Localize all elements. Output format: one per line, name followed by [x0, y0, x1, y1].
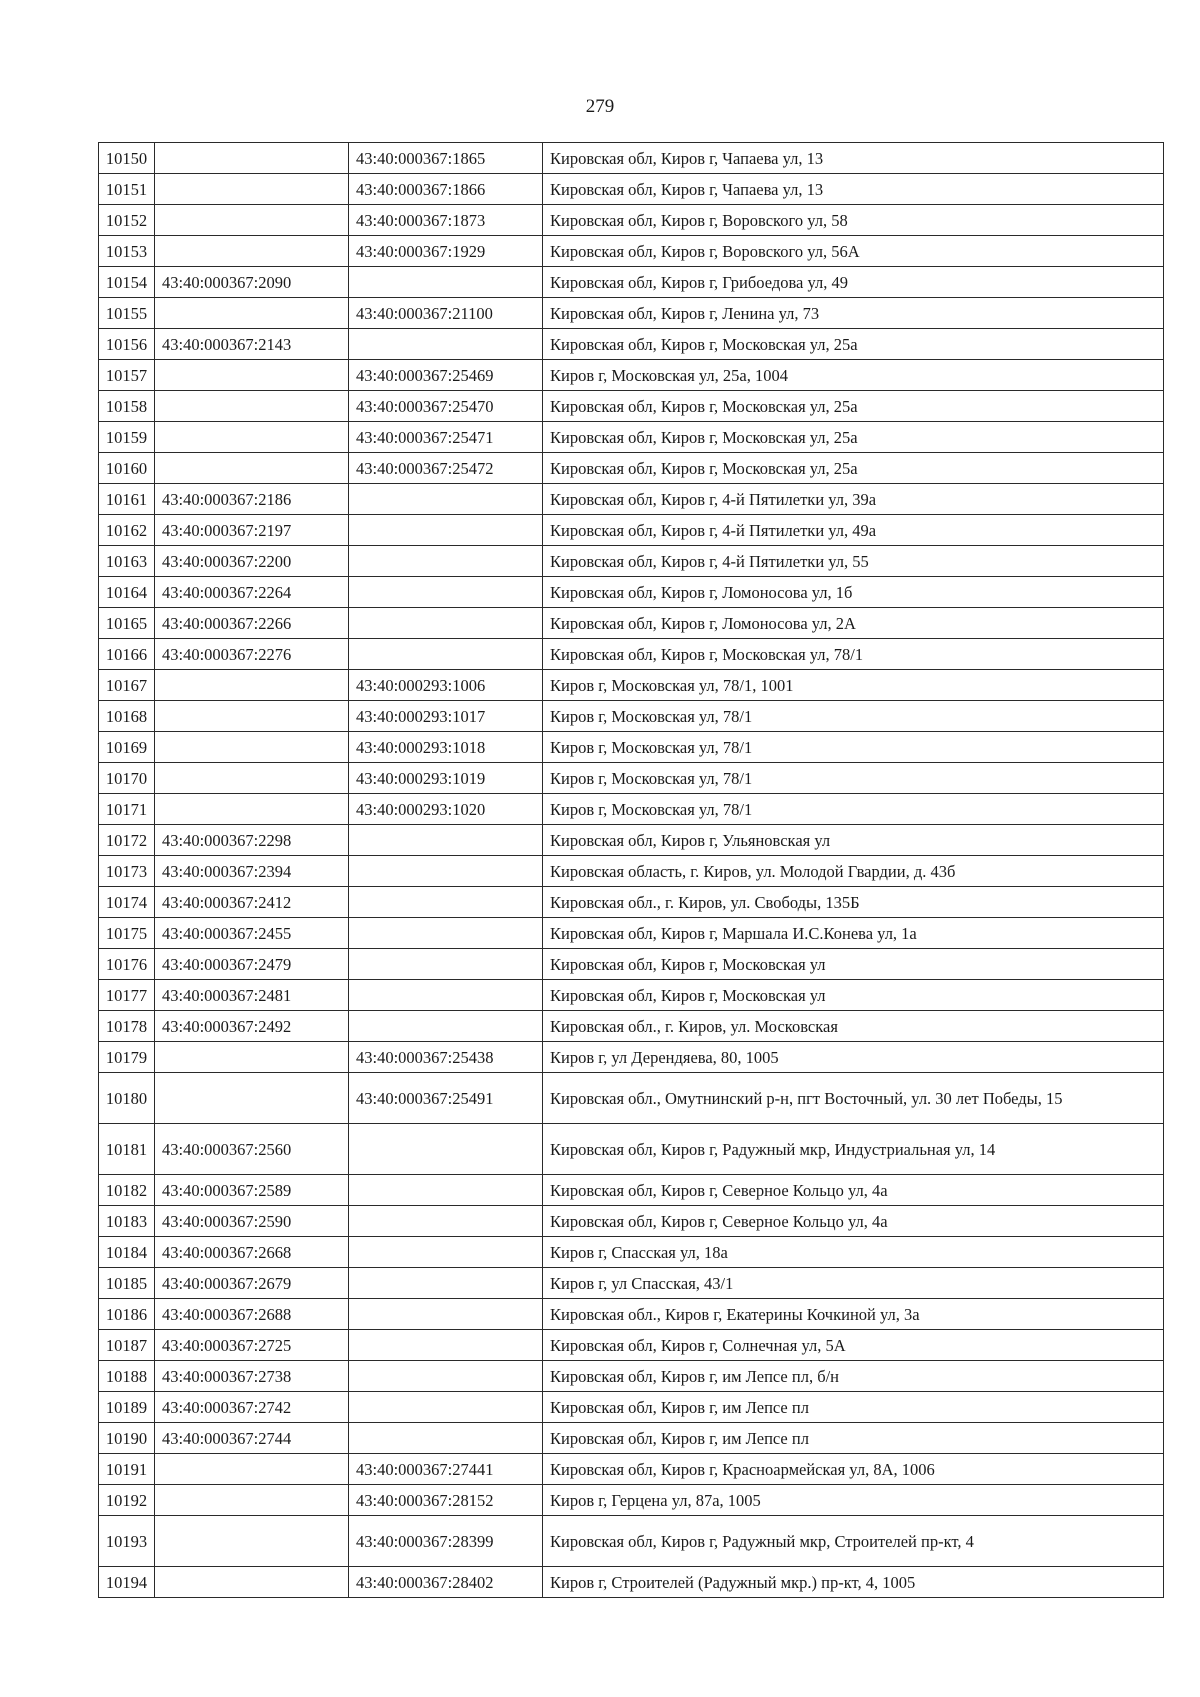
row-number-cell: 10189: [99, 1392, 155, 1423]
table-row: [99, 1392, 1164, 1423]
table-row: [99, 825, 1164, 856]
table-row: [99, 1330, 1164, 1361]
object-cadastral-number-cell: [349, 546, 543, 577]
row-number-cell: 10191: [99, 1454, 155, 1485]
row-number-cell: 10176: [99, 949, 155, 980]
table-row: [99, 1361, 1164, 1392]
cadastral-number-cell: [155, 1073, 349, 1124]
address-cell: Киров г, Московская ул, 78/1, 1001: [543, 670, 1164, 701]
row-number-cell: 10161: [99, 484, 155, 515]
address-cell: Кировская обл, Киров г, Чапаева ул, 13: [543, 174, 1164, 205]
address-cell: Кировская обл, Киров г, 4-й Пятилетки ул, 49а: [543, 515, 1164, 546]
address-cell: Кировская обл, Киров г, Северное Кольцо ул, 4а: [543, 1206, 1164, 1237]
cadastral-number-cell: 43:40:000367:2298: [155, 825, 349, 856]
object-cadastral-number-cell: 43:40:000367:21100: [349, 298, 543, 329]
address-cell: Кировская обл, Киров г, Радужный мкр, Строителей пр-кт, 4: [543, 1516, 1164, 1567]
address-cell: Кировская обл., Киров г, Екатерины Кочкиной ул, 3а: [543, 1299, 1164, 1330]
cadastral-number-cell: 43:40:000367:2481: [155, 980, 349, 1011]
object-cadastral-number-cell: 43:40:000367:1866: [349, 174, 543, 205]
object-cadastral-number-cell: [349, 515, 543, 546]
cadastral-number-cell: 43:40:000367:2264: [155, 577, 349, 608]
row-number-cell: 10157: [99, 360, 155, 391]
cadastral-number-cell: [155, 453, 349, 484]
table-row: [99, 1485, 1164, 1516]
address-cell: Кировская обл, Киров г, Ульяновская ул: [543, 825, 1164, 856]
object-cadastral-number-cell: [349, 267, 543, 298]
table-row: [99, 1237, 1164, 1268]
object-cadastral-number-cell: [349, 887, 543, 918]
row-number-cell: 10170: [99, 763, 155, 794]
row-number-cell: 10169: [99, 732, 155, 763]
cadastral-number-cell: [155, 360, 349, 391]
table-row: [99, 1454, 1164, 1485]
row-number-cell: 10156: [99, 329, 155, 360]
address-cell: Киров г, Московская ул, 78/1: [543, 732, 1164, 763]
address-cell: Кировская обл, Киров г, им Лепсе пл: [543, 1423, 1164, 1454]
address-cell: Кировская обл, Киров г, им Лепсе пл, б/н: [543, 1361, 1164, 1392]
object-cadastral-number-cell: [349, 1392, 543, 1423]
row-number-cell: 10183: [99, 1206, 155, 1237]
cadastral-number-cell: 43:40:000367:2266: [155, 608, 349, 639]
table-row: [99, 174, 1164, 205]
address-cell: Кировская обл, Киров г, Московская ул: [543, 949, 1164, 980]
address-cell: Киров г, ул Спасская, 43/1: [543, 1268, 1164, 1299]
cadastral-number-cell: 43:40:000367:2090: [155, 267, 349, 298]
table-row: [99, 670, 1164, 701]
table-row: [99, 422, 1164, 453]
address-cell: Кировская обл, Киров г, Московская ул, 25а: [543, 329, 1164, 360]
cadastral-number-cell: [155, 670, 349, 701]
row-number-cell: 10185: [99, 1268, 155, 1299]
row-number-cell: 10153: [99, 236, 155, 267]
object-cadastral-number-cell: [349, 825, 543, 856]
cadastral-number-cell: [155, 205, 349, 236]
object-cadastral-number-cell: 43:40:000367:1865: [349, 143, 543, 174]
object-cadastral-number-cell: [349, 1175, 543, 1206]
object-cadastral-number-cell: [349, 1237, 543, 1268]
row-number-cell: 10155: [99, 298, 155, 329]
address-cell: Киров г, Московская ул, 78/1: [543, 794, 1164, 825]
cadastral-number-cell: 43:40:000367:2200: [155, 546, 349, 577]
row-number-cell: 10172: [99, 825, 155, 856]
row-number-cell: 10160: [99, 453, 155, 484]
table-row: [99, 639, 1164, 670]
table-row: [99, 267, 1164, 298]
row-number-cell: 10182: [99, 1175, 155, 1206]
object-cadastral-number-cell: 43:40:000293:1017: [349, 701, 543, 732]
table-row: [99, 546, 1164, 577]
cadastral-number-cell: [155, 1516, 349, 1567]
row-number-cell: 10175: [99, 918, 155, 949]
object-cadastral-number-cell: 43:40:000367:25491: [349, 1073, 543, 1124]
table-row: [99, 732, 1164, 763]
cadastral-number-cell: [155, 794, 349, 825]
address-cell: Кировская обл, Киров г, Грибоедова ул, 49: [543, 267, 1164, 298]
address-cell: Киров г, Московская ул, 25а, 1004: [543, 360, 1164, 391]
object-cadastral-number-cell: 43:40:000293:1019: [349, 763, 543, 794]
cadastral-number-cell: 43:40:000367:2744: [155, 1423, 349, 1454]
address-cell: Киров г, Строителей (Радужный мкр.) пр-кт, 4, 1005: [543, 1567, 1164, 1598]
row-number-cell: 10184: [99, 1237, 155, 1268]
address-cell: Кировская обл, Киров г, Солнечная ул, 5А: [543, 1330, 1164, 1361]
object-cadastral-number-cell: 43:40:000367:25469: [349, 360, 543, 391]
table-row: [99, 577, 1164, 608]
cadastral-number-cell: 43:40:000367:2197: [155, 515, 349, 546]
table-row: [99, 236, 1164, 267]
address-cell: Кировская обл, Киров г, Ломоносова ул, 2А: [543, 608, 1164, 639]
address-cell: Кировская обл, Киров г, Московская ул, 78/1: [543, 639, 1164, 670]
address-cell: Кировская обл, Киров г, Маршала И.С.Конева ул, 1а: [543, 918, 1164, 949]
cadastral-number-cell: 43:40:000367:2668: [155, 1237, 349, 1268]
object-cadastral-number-cell: [349, 1268, 543, 1299]
cadastral-number-cell: 43:40:000367:2589: [155, 1175, 349, 1206]
table-row: [99, 329, 1164, 360]
table-row: [99, 763, 1164, 794]
row-number-cell: 10178: [99, 1011, 155, 1042]
cadastral-number-cell: 43:40:000367:2560: [155, 1124, 349, 1175]
address-cell: Кировская обл, Киров г, Московская ул, 25а: [543, 453, 1164, 484]
row-number-cell: 10150: [99, 143, 155, 174]
row-number-cell: 10162: [99, 515, 155, 546]
cadastral-number-cell: 43:40:000367:2742: [155, 1392, 349, 1423]
object-cadastral-number-cell: 43:40:000293:1018: [349, 732, 543, 763]
address-cell: Кировская обл., г. Киров, ул. Свободы, 135Б: [543, 887, 1164, 918]
table-row: [99, 887, 1164, 918]
address-cell: Кировская обл, Киров г, 4-й Пятилетки ул, 55: [543, 546, 1164, 577]
cadastral-number-cell: [155, 1485, 349, 1516]
address-cell: Кировская обл, Киров г, Ленина ул, 73: [543, 298, 1164, 329]
address-cell: Кировская обл., г. Киров, ул. Московская: [543, 1011, 1164, 1042]
address-cell: Киров г, ул Дерендяева, 80, 1005: [543, 1042, 1164, 1073]
registry-table: [98, 142, 1164, 1598]
object-cadastral-number-cell: [349, 1299, 543, 1330]
cadastral-number-cell: 43:40:000367:2143: [155, 329, 349, 360]
row-number-cell: 10179: [99, 1042, 155, 1073]
address-cell: Киров г, Спасская ул, 18а: [543, 1237, 1164, 1268]
object-cadastral-number-cell: 43:40:000367:28152: [349, 1485, 543, 1516]
object-cadastral-number-cell: [349, 918, 543, 949]
cadastral-number-cell: 43:40:000367:2590: [155, 1206, 349, 1237]
object-cadastral-number-cell: [349, 639, 543, 670]
object-cadastral-number-cell: 43:40:000367:25438: [349, 1042, 543, 1073]
object-cadastral-number-cell: 43:40:000367:27441: [349, 1454, 543, 1485]
row-number-cell: 10159: [99, 422, 155, 453]
object-cadastral-number-cell: 43:40:000367:1929: [349, 236, 543, 267]
cadastral-number-cell: [155, 732, 349, 763]
cadastral-number-cell: [155, 422, 349, 453]
cadastral-number-cell: 43:40:000367:2412: [155, 887, 349, 918]
row-number-cell: 10165: [99, 608, 155, 639]
cadastral-number-cell: [155, 391, 349, 422]
address-cell: Кировская обл, Киров г, Воровского ул, 58: [543, 205, 1164, 236]
table-row: [99, 608, 1164, 639]
object-cadastral-number-cell: 43:40:000293:1006: [349, 670, 543, 701]
table-row: [99, 1175, 1164, 1206]
object-cadastral-number-cell: [349, 484, 543, 515]
table-row: [99, 701, 1164, 732]
row-number-cell: 10151: [99, 174, 155, 205]
page-number: 279: [585, 96, 615, 117]
cadastral-number-cell: [155, 298, 349, 329]
row-number-cell: 10180: [99, 1073, 155, 1124]
cadastral-number-cell: 43:40:000367:2725: [155, 1330, 349, 1361]
table-row: [99, 391, 1164, 422]
table-row: [99, 1268, 1164, 1299]
object-cadastral-number-cell: 43:40:000367:1873: [349, 205, 543, 236]
object-cadastral-number-cell: [349, 949, 543, 980]
address-cell: Киров г, Герцена ул, 87а, 1005: [543, 1485, 1164, 1516]
table-row: [99, 515, 1164, 546]
object-cadastral-number-cell: [349, 1361, 543, 1392]
cadastral-number-cell: 43:40:000367:2479: [155, 949, 349, 980]
row-number-cell: 10171: [99, 794, 155, 825]
cadastral-number-cell: 43:40:000367:2688: [155, 1299, 349, 1330]
row-number-cell: 10177: [99, 980, 155, 1011]
address-cell: Кировская обл, Киров г, Красноармейская ул, 8А, 1006: [543, 1454, 1164, 1485]
row-number-cell: 10167: [99, 670, 155, 701]
object-cadastral-number-cell: [349, 1423, 543, 1454]
row-number-cell: 10193: [99, 1516, 155, 1567]
address-cell: Кировская обл, Киров г, Ломоносова ул, 1б: [543, 577, 1164, 608]
table-row: [99, 143, 1164, 174]
table-row: [99, 918, 1164, 949]
row-number-cell: 10173: [99, 856, 155, 887]
cadastral-number-cell: [155, 236, 349, 267]
table-row: [99, 484, 1164, 515]
object-cadastral-number-cell: [349, 577, 543, 608]
row-number-cell: 10166: [99, 639, 155, 670]
row-number-cell: 10188: [99, 1361, 155, 1392]
object-cadastral-number-cell: [349, 608, 543, 639]
table-row: [99, 298, 1164, 329]
address-cell: Киров г, Московская ул, 78/1: [543, 701, 1164, 732]
address-cell: Кировская обл, Киров г, Московская ул: [543, 980, 1164, 1011]
table-row: [99, 1423, 1164, 1454]
row-number-cell: 10192: [99, 1485, 155, 1516]
cadastral-number-cell: [155, 174, 349, 205]
table-row: [99, 360, 1164, 391]
address-cell: Киров г, Московская ул, 78/1: [543, 763, 1164, 794]
row-number-cell: 10194: [99, 1567, 155, 1598]
object-cadastral-number-cell: [349, 1206, 543, 1237]
table-body: [99, 143, 1164, 1598]
row-number-cell: 10154: [99, 267, 155, 298]
object-cadastral-number-cell: [349, 1124, 543, 1175]
address-cell: Кировская обл, Киров г, им Лепсе пл: [543, 1392, 1164, 1423]
address-cell: Кировская обл, Киров г, Московская ул, 25а: [543, 422, 1164, 453]
row-number-cell: 10187: [99, 1330, 155, 1361]
object-cadastral-number-cell: 43:40:000367:25472: [349, 453, 543, 484]
row-number-cell: 10164: [99, 577, 155, 608]
table-row: [99, 1567, 1164, 1598]
address-cell: Кировская обл, Киров г, Северное Кольцо ул, 4а: [543, 1175, 1164, 1206]
object-cadastral-number-cell: 43:40:000367:28402: [349, 1567, 543, 1598]
row-number-cell: 10186: [99, 1299, 155, 1330]
cadastral-number-cell: [155, 1042, 349, 1073]
address-cell: Кировская обл, Киров г, Воровского ул, 56А: [543, 236, 1164, 267]
cadastral-number-cell: 43:40:000367:2186: [155, 484, 349, 515]
cadastral-number-cell: 43:40:000367:2394: [155, 856, 349, 887]
object-cadastral-number-cell: 43:40:000367:28399: [349, 1516, 543, 1567]
table-row: [99, 794, 1164, 825]
table-row: [99, 453, 1164, 484]
table-row: [99, 1299, 1164, 1330]
object-cadastral-number-cell: [349, 329, 543, 360]
row-number-cell: 10190: [99, 1423, 155, 1454]
object-cadastral-number-cell: [349, 1011, 543, 1042]
table-row: [99, 1042, 1164, 1073]
address-cell: Кировская обл, Киров г, 4-й Пятилетки ул, 39а: [543, 484, 1164, 515]
row-number-cell: 10163: [99, 546, 155, 577]
address-cell: Кировская обл, Киров г, Московская ул, 25а: [543, 391, 1164, 422]
cadastral-number-cell: 43:40:000367:2679: [155, 1268, 349, 1299]
table-row: [99, 1124, 1164, 1175]
table-row: [99, 205, 1164, 236]
object-cadastral-number-cell: 43:40:000293:1020: [349, 794, 543, 825]
row-number-cell: 10168: [99, 701, 155, 732]
cadastral-number-cell: [155, 701, 349, 732]
address-cell: Кировская область, г. Киров, ул. Молодой Гвардии, д. 43б: [543, 856, 1164, 887]
cadastral-number-cell: [155, 1454, 349, 1485]
cadastral-number-cell: [155, 1567, 349, 1598]
row-number-cell: 10174: [99, 887, 155, 918]
row-number-cell: 10181: [99, 1124, 155, 1175]
cadastral-number-cell: [155, 143, 349, 174]
object-cadastral-number-cell: [349, 980, 543, 1011]
table-row: [99, 1206, 1164, 1237]
cadastral-number-cell: [155, 763, 349, 794]
row-number-cell: 10152: [99, 205, 155, 236]
address-cell: Кировская обл, Киров г, Радужный мкр, Индустриальная ул, 14: [543, 1124, 1164, 1175]
table-row: [99, 1073, 1164, 1124]
object-cadastral-number-cell: [349, 1330, 543, 1361]
address-cell: Кировская обл, Киров г, Чапаева ул, 13: [543, 143, 1164, 174]
row-number-cell: 10158: [99, 391, 155, 422]
cadastral-number-cell: 43:40:000367:2738: [155, 1361, 349, 1392]
object-cadastral-number-cell: [349, 856, 543, 887]
object-cadastral-number-cell: 43:40:000367:25470: [349, 391, 543, 422]
table-row: [99, 1516, 1164, 1567]
address-cell: Кировская обл., Омутнинский р-н, пгт Восточный, ул. 30 лет Победы, 15: [543, 1073, 1164, 1124]
cadastral-number-cell: 43:40:000367:2276: [155, 639, 349, 670]
table-row: [99, 1011, 1164, 1042]
table-row: [99, 980, 1164, 1011]
cadastral-number-cell: 43:40:000367:2455: [155, 918, 349, 949]
object-cadastral-number-cell: 43:40:000367:25471: [349, 422, 543, 453]
table-row: [99, 949, 1164, 980]
cadastral-number-cell: 43:40:000367:2492: [155, 1011, 349, 1042]
table-row: [99, 856, 1164, 887]
